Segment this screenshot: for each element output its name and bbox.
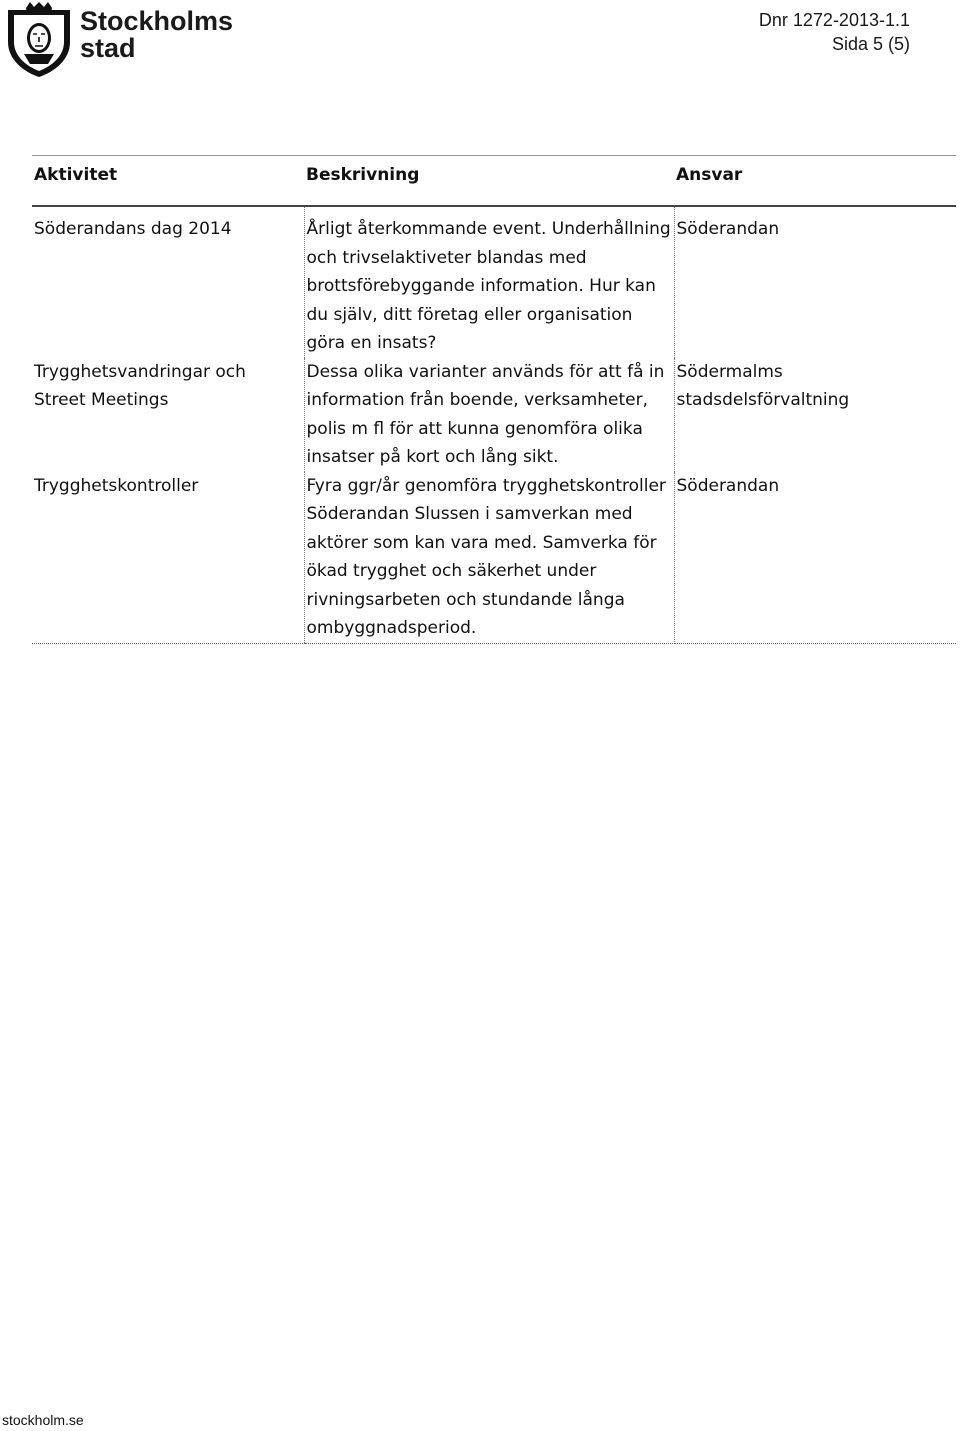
stockholms-stad-logo bbox=[4, 2, 234, 78]
cell-aktivitet: Trygghetskontroller bbox=[32, 472, 304, 644]
column-header-beskrivning: Beskrivning bbox=[304, 156, 674, 207]
cell-ansvar: Söderandan bbox=[674, 472, 956, 644]
document-number: Dnr 1272-2013-1.1 bbox=[758, 10, 910, 30]
crest-icon bbox=[4, 2, 74, 78]
activity-table bbox=[32, 155, 956, 644]
table-row bbox=[32, 358, 956, 472]
table-row bbox=[32, 206, 956, 358]
logo-wordmark: Stockholms stad bbox=[80, 6, 234, 63]
cell-aktivitet: Söderandans dag 2014 bbox=[34, 219, 232, 239]
cell-beskrivning: Årligt återkommande event. Underhållning och trivselaktiveter blandas med brottsförebyggande information. Hur kan du själv, ditt företag eller organisation göra en insats? bbox=[304, 206, 674, 358]
table-row bbox=[32, 472, 956, 644]
footer-website: stockholm.se bbox=[2, 1412, 84, 1428]
cell-aktivitet: Trygghetsvandringar och Street Meetings bbox=[34, 361, 246, 410]
page-number: Sida 5 (5) bbox=[831, 34, 910, 54]
column-header-ansvar: Ansvar bbox=[674, 156, 956, 207]
cell-beskrivning: Dessa olika varianter används för att få in information från boende, verksamheter, polis m fl för att kunna genomföra olika insatser på kort och lång sikt. bbox=[304, 358, 674, 472]
document-meta bbox=[759, 8, 910, 56]
column-header-aktivitet: Aktivitet bbox=[32, 156, 304, 207]
cell-beskrivning: Fyra ggr/år genomföra trygghetskontroller Söderandan Slussen i samverkan med aktörer som kan vara med. Samverka för ökad trygghet och säkerhet under rivningsarbeten och stundande långa ombyggnadsperiod. bbox=[304, 472, 674, 644]
table-header-row bbox=[32, 156, 956, 207]
cell-ansvar: Söderandan bbox=[676, 219, 780, 239]
cell-ansvar: Södermalms stadsdelsförvaltning bbox=[676, 361, 850, 410]
